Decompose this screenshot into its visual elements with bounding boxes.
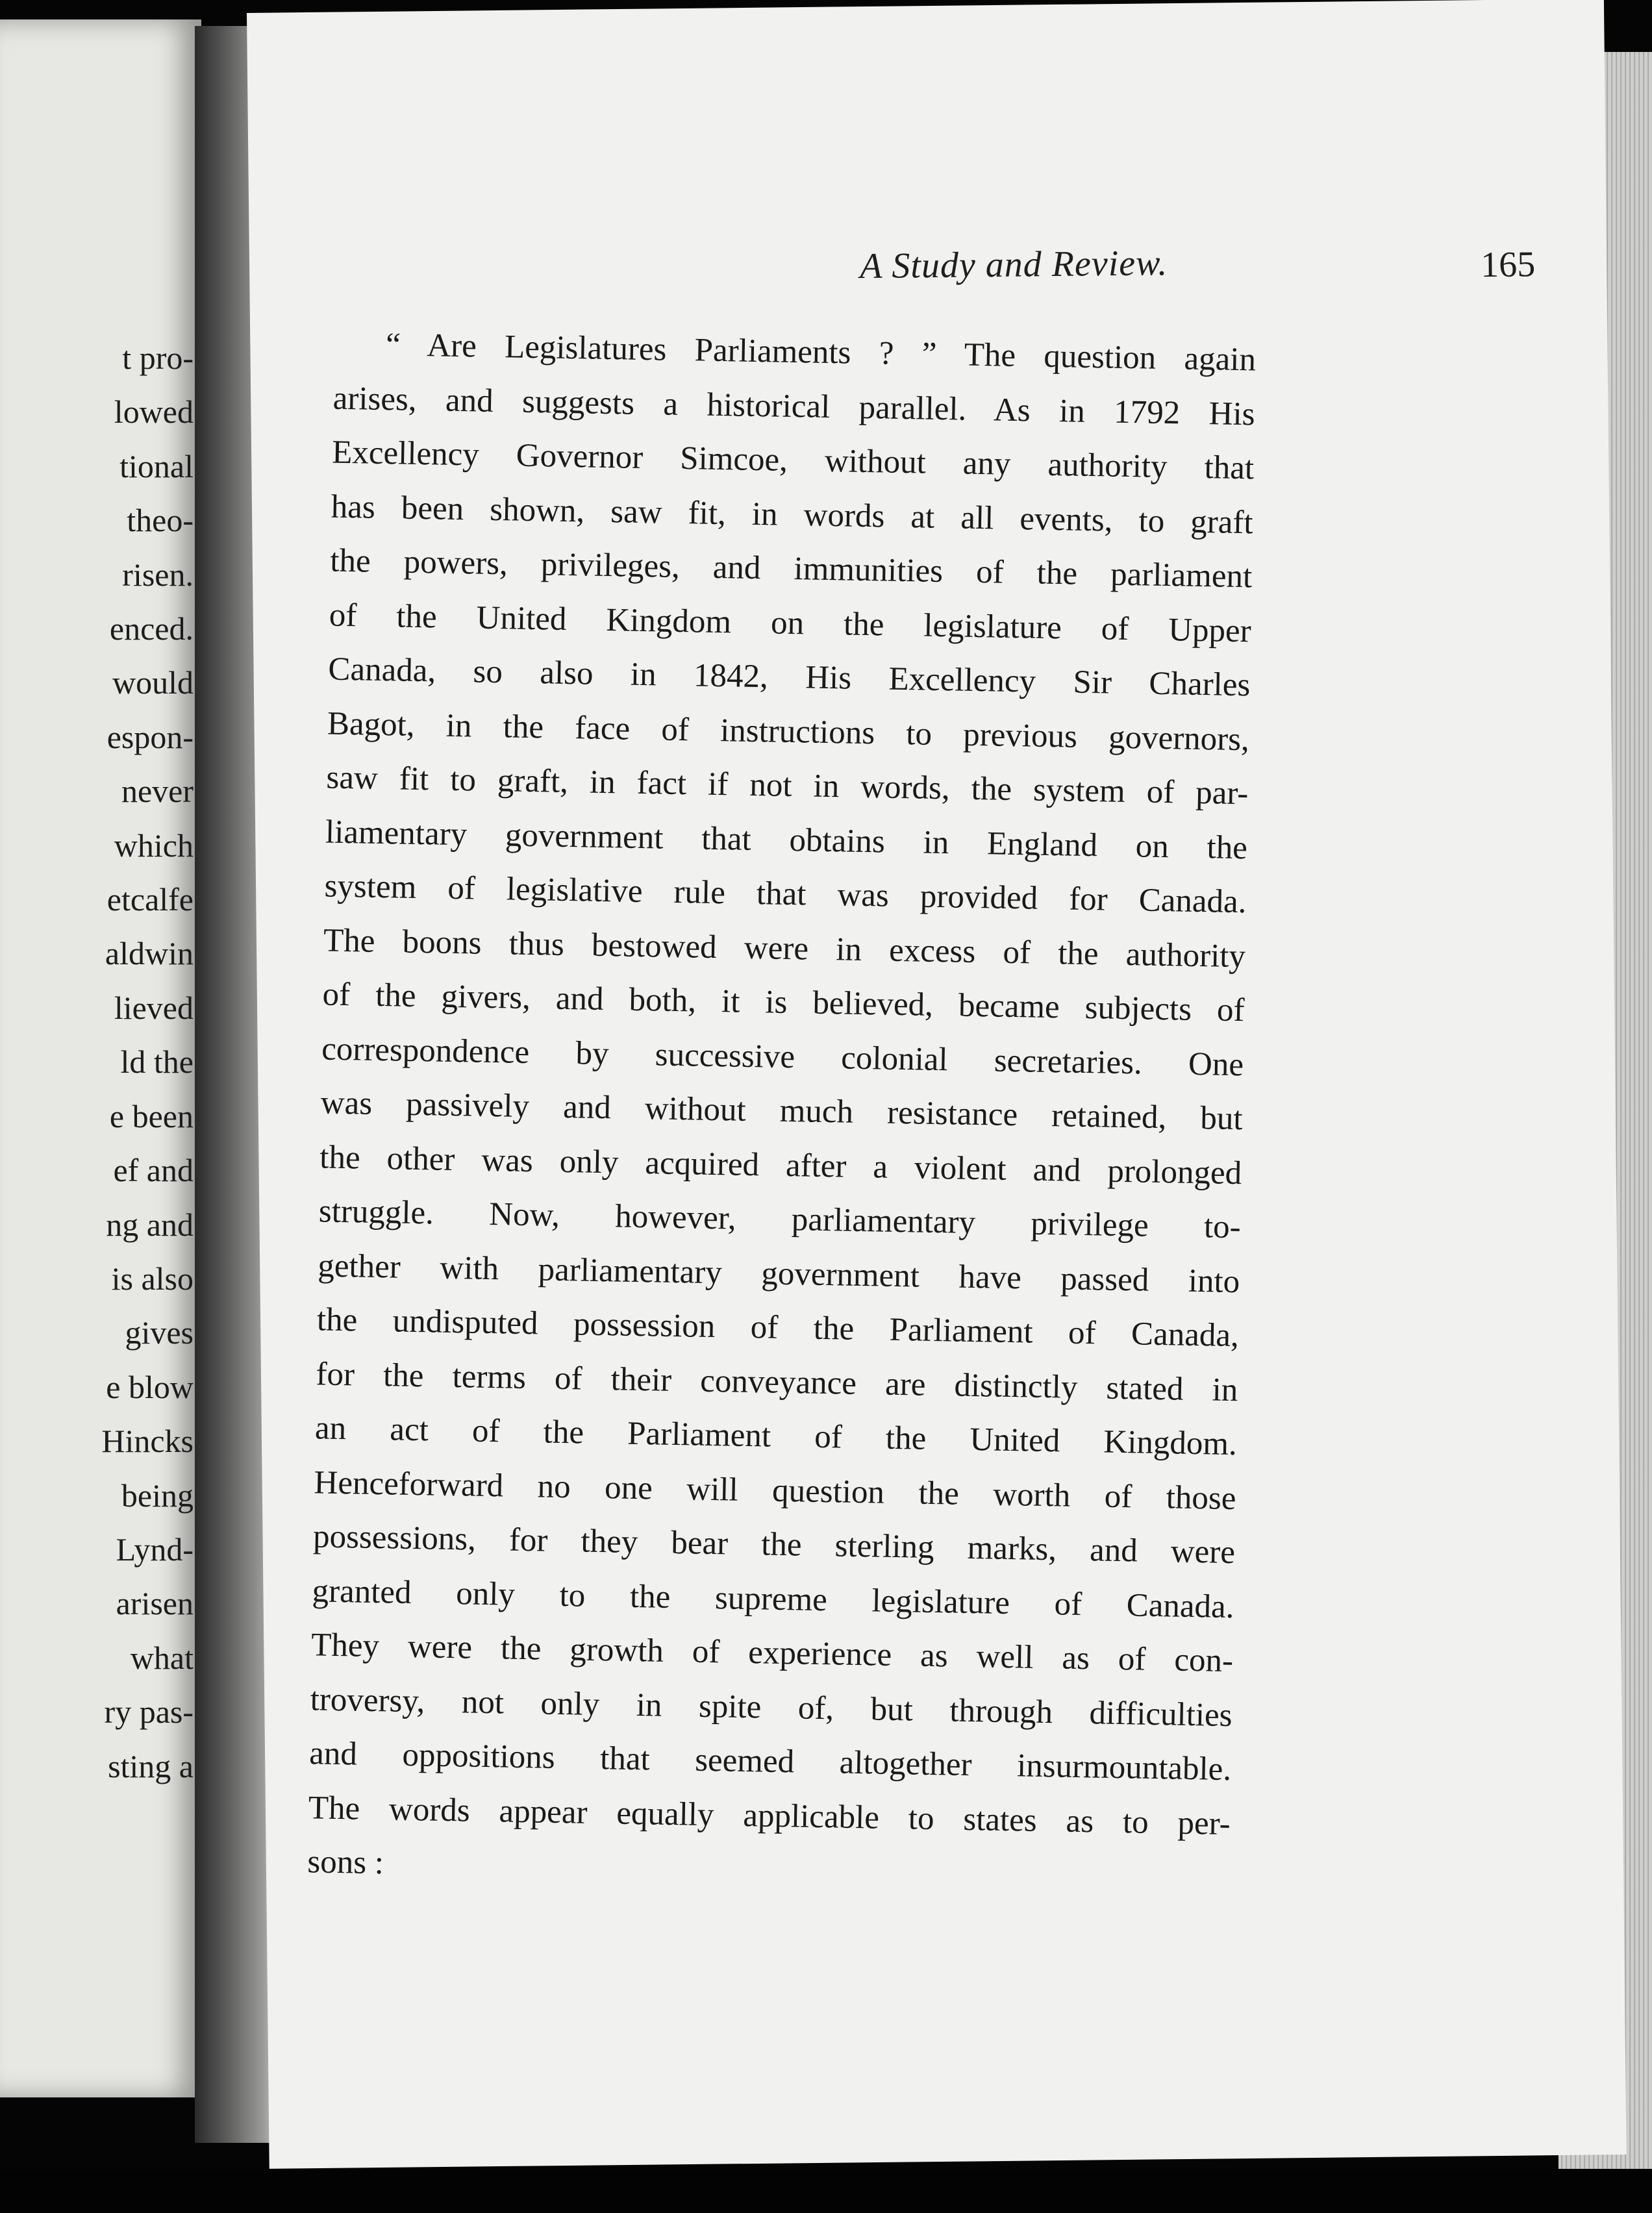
left-page-line: never (121, 773, 194, 810)
left-page-line: would (112, 664, 194, 701)
body-line: possessions, for they bear the sterling marks, and were (312, 1518, 1236, 1571)
body-line: the powers, privileges, and immunities of the parliament (329, 542, 1253, 595)
left-page-line: aldwin (105, 935, 194, 972)
left-page-line: Lynd- (116, 1531, 194, 1568)
left-page-line: espon- (106, 718, 194, 755)
left-page-text-fragments (101, 331, 194, 1794)
body-line: the other was only acquired after a violent and prolonged (319, 1138, 1242, 1192)
body-line: struggle. Now, however, parliamentary privilege to- (318, 1193, 1242, 1246)
body-line: gether with parliamentary government have passed into (317, 1247, 1240, 1300)
right-page (247, 0, 1627, 2169)
body-line: sons : (307, 1844, 384, 1882)
body-line: correspondence by successive colonial secretaries. One (321, 1030, 1244, 1083)
body-line: The words appear equally applicable to states as to per- (308, 1789, 1231, 1842)
body-line: and oppositions that seemed altogether insurmountable. (308, 1735, 1232, 1788)
body-line: the undisputed possession of the Parliament of Canada, (316, 1301, 1240, 1355)
left-facing-page (0, 19, 201, 2097)
left-page-line: e blow (106, 1368, 194, 1405)
left-page-line: etcalfe (106, 881, 194, 918)
scan-bottom-edge (0, 2169, 1652, 2213)
body-line: Excellency Governor Simcoe, without any authority that (331, 434, 1255, 487)
left-page-line: arisen (116, 1585, 194, 1622)
body-line: Henceforward no one will question the worth of those (314, 1464, 1236, 1517)
body-line: has been shown, saw fit, in words at all events, to graft (331, 488, 1254, 541)
left-page-line: ld the (120, 1044, 194, 1081)
left-page-line: ef and (113, 1152, 194, 1189)
body-line: of the United Kingdom on the legislature of Upper (329, 597, 1252, 649)
left-page-line: enced. (109, 610, 194, 647)
body-line: an act of the Parliament of the United Kingdom. (314, 1410, 1238, 1463)
body-line: troversy, not only in spite of, but through difficulties (310, 1681, 1233, 1734)
left-page-line: lieved (114, 989, 194, 1026)
body-line: liamentary government that obtains in England on the (325, 813, 1248, 866)
left-page-line: Hincks (101, 1423, 194, 1460)
left-page-line: risen. (122, 556, 194, 593)
left-page-line: gives (125, 1314, 194, 1351)
body-line: Bagot, in the face of instructions to previous governors, (327, 705, 1250, 758)
left-page-line: ry pas- (104, 1694, 194, 1731)
body-line: of the givers, and both, it is believed, became subjects of (322, 976, 1245, 1029)
left-page-line: e been (109, 1097, 194, 1134)
left-page-line: tional (119, 447, 194, 484)
left-page-line: being (121, 1477, 194, 1514)
left-page-line: is also (111, 1260, 194, 1297)
body-line: “ Are Legislatures Parliaments ? ” The question again (385, 327, 1257, 379)
running-title: A Study and Review. (859, 243, 1168, 287)
body-line: was passively and without much resistance retained, but (320, 1084, 1244, 1138)
body-line: Canada, so also in 1842, His Excellency Sir Charles (327, 651, 1251, 704)
left-page-line: ng and (106, 1206, 194, 1243)
body-line: They were the growth of experience as well as of con- (310, 1627, 1234, 1680)
left-page-line: lowed (114, 394, 194, 431)
body-line: system of legislative rule that was provided for Canada. (324, 868, 1247, 921)
running-head (613, 238, 1536, 287)
left-page-line: theo- (127, 502, 194, 539)
left-page-line: sting a (108, 1747, 194, 1784)
body-line: saw fit to graft, in fact if not in words, the system of par- (326, 759, 1249, 812)
left-page-line: which (114, 827, 194, 864)
body-line: arises, and suggests a historical parallel. As in 1792 His (332, 380, 1256, 432)
body-line: granted only to the supreme legislature of Canada. (312, 1572, 1234, 1625)
body-line: The boons thus bestowed were in excess of the authority (323, 921, 1246, 975)
body-text (307, 318, 1257, 1906)
page-number: 165 (1480, 244, 1536, 286)
left-page-line: what (130, 1639, 194, 1676)
left-page-line: t pro- (122, 340, 194, 376)
body-line: for the terms of their conveyance are distinctly stated in (316, 1355, 1238, 1408)
